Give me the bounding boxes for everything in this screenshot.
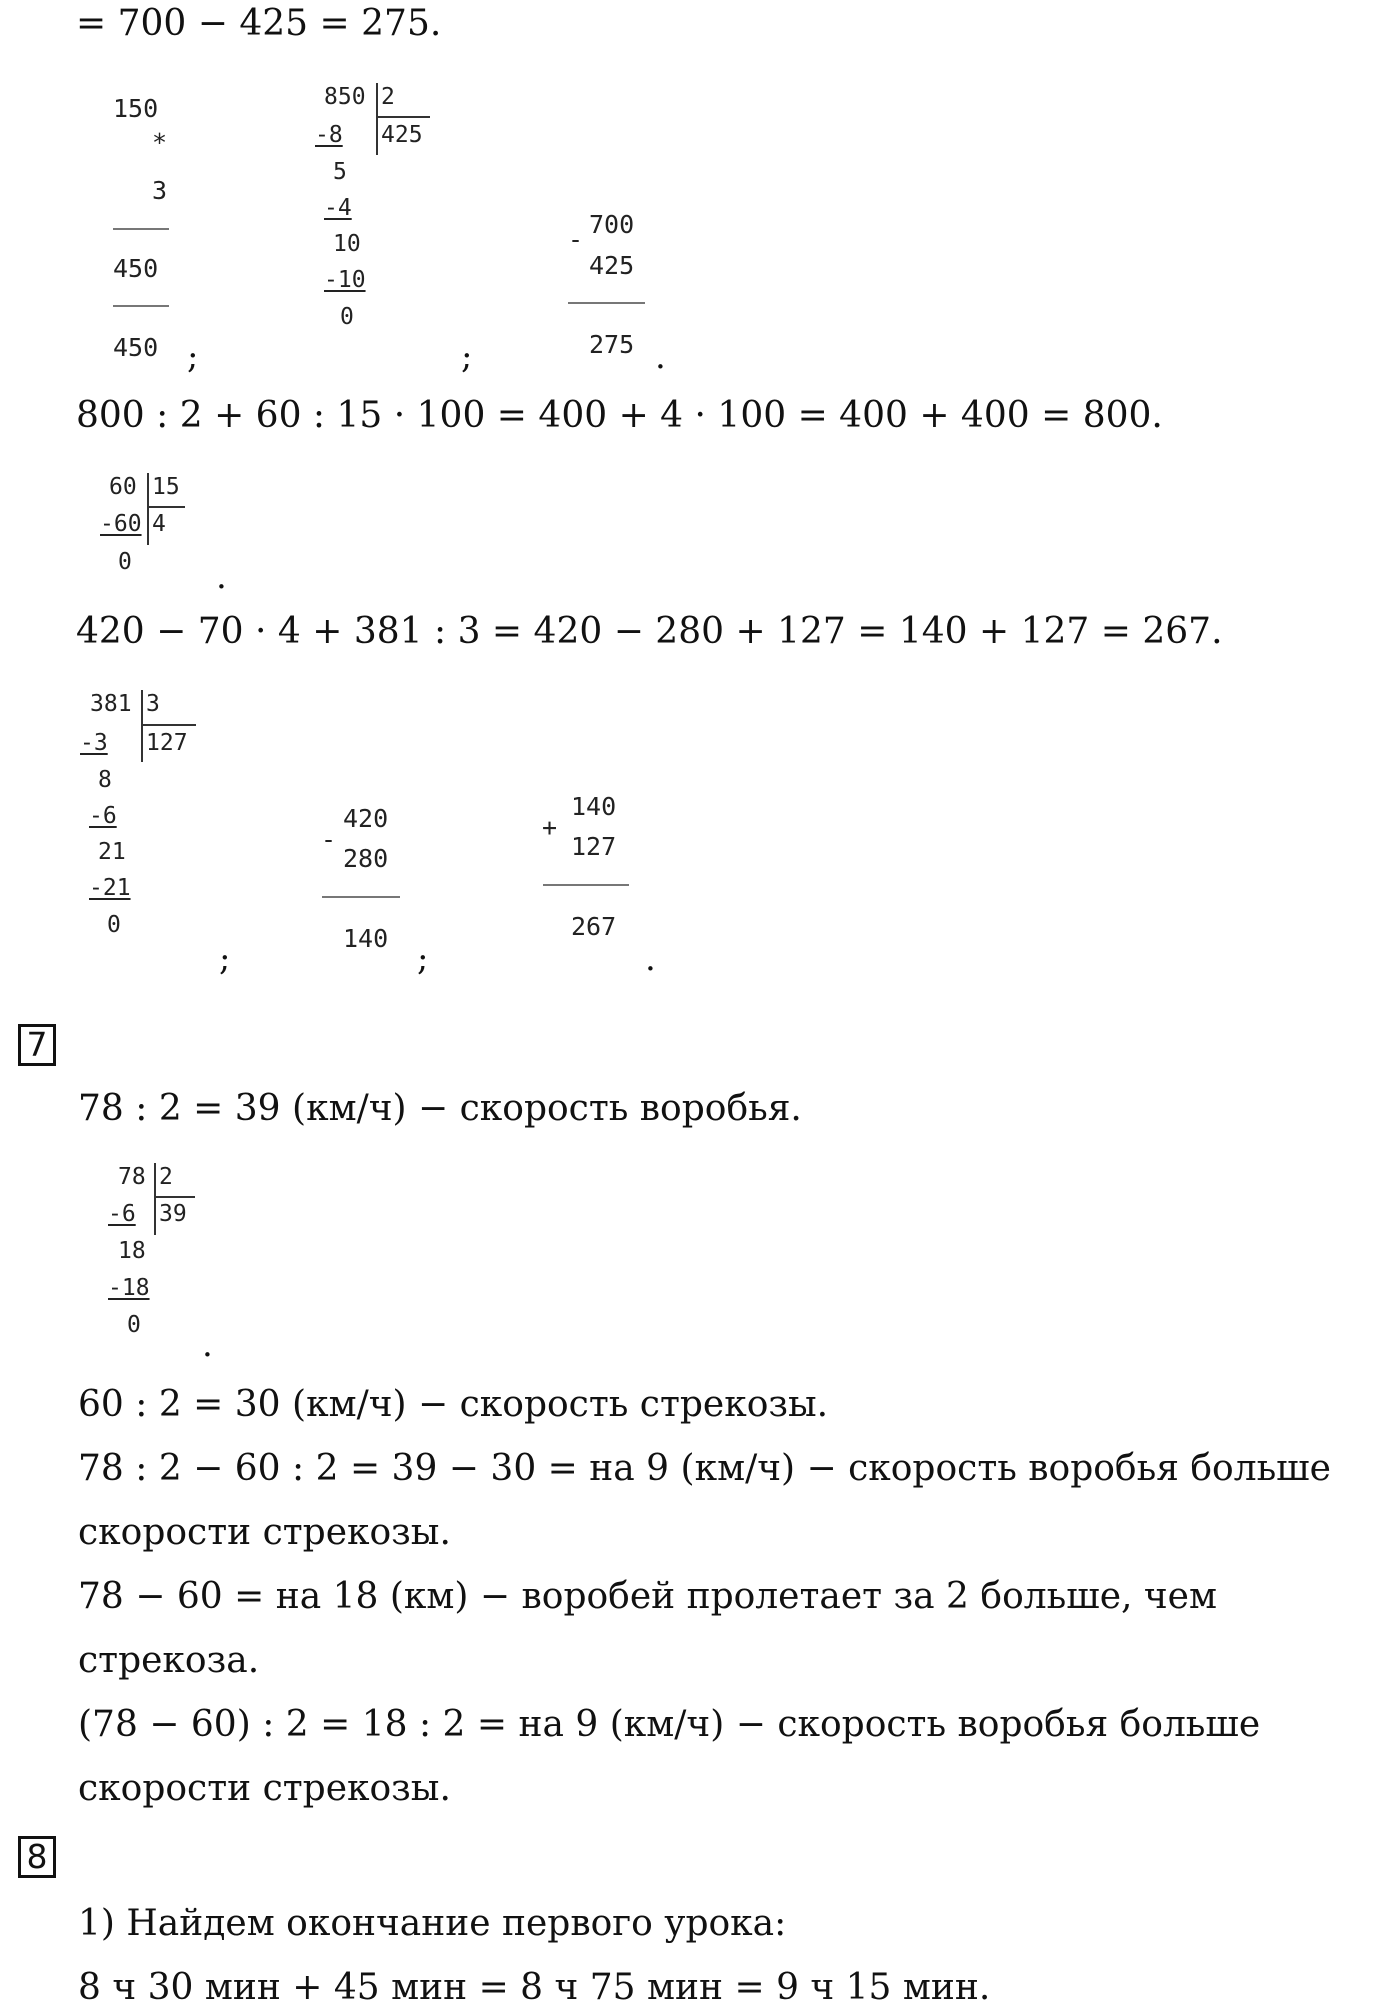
- calc-remainder: 0: [340, 304, 354, 330]
- calc-divisor: 2: [159, 1164, 173, 1190]
- solution-line: 78 − 60 = на 18 (км) − воробей пролетает за 2 больше, чем: [78, 1576, 1217, 1617]
- calc-dividend: 60: [109, 474, 137, 500]
- calc-number: 3: [152, 176, 168, 205]
- calc-result: 140: [343, 924, 389, 953]
- division-bracket: [141, 690, 143, 762]
- calc-remainder: 21: [98, 839, 126, 865]
- solution-line: скорости стрекозы.: [78, 1768, 451, 1809]
- calc-dividend: 78: [118, 1164, 146, 1190]
- division-bracket: [147, 473, 149, 545]
- solution-line: стрекоза.: [78, 1640, 260, 1681]
- calc-number: 127: [571, 832, 617, 861]
- calc-rule: [113, 228, 169, 230]
- calc-remainder: 0: [127, 1312, 141, 1338]
- solution-line: (78 − 60) : 2 = 18 : 2 = на 9 (км/ч) − скорость воробья больше: [78, 1704, 1261, 1745]
- calc-number: 700: [589, 210, 635, 239]
- division-bracket: [148, 506, 185, 508]
- calc-remainder: 18: [118, 1238, 146, 1264]
- calc-divisor: 3: [146, 691, 160, 717]
- calc-subtrahend: -21: [89, 875, 131, 901]
- calc-subtrahend: -4: [324, 195, 352, 221]
- solution-line-speed-dragonfly: 60 : 2 = 30 (км/ч) − скорость стрекозы.: [78, 1384, 829, 1425]
- calc-rule: [543, 884, 629, 886]
- calc-number: 280: [343, 844, 389, 873]
- calc-quotient: 39: [159, 1201, 187, 1227]
- period: .: [202, 1325, 213, 1365]
- calc-quotient: 425: [381, 122, 423, 148]
- solution-line: 8 ч 30 мин + 45 мин = 8 ч 75 мин = 9 ч 15 мин.: [78, 1967, 991, 2008]
- calc-remainder: 10: [333, 231, 361, 257]
- calc-subtrahend: -60: [100, 511, 142, 537]
- calc-number: 450: [113, 254, 159, 283]
- solution-line: 78 : 2 − 60 : 2 = 39 − 30 = на 9 (км/ч) − скорость воробья больше: [78, 1448, 1331, 1489]
- calc-subtrahend: -10: [324, 267, 366, 293]
- calc-subtrahend: -6: [89, 803, 117, 829]
- calc-remainder: 8: [98, 767, 112, 793]
- calc-quotient: 4: [152, 511, 166, 537]
- calc-number: 150: [113, 94, 159, 123]
- period: .: [655, 337, 666, 377]
- calc-subtrahend: -8: [315, 122, 343, 148]
- calc-divisor: 15: [152, 474, 180, 500]
- calc-dividend: 850: [324, 84, 366, 110]
- calc-remainder: 0: [118, 549, 132, 575]
- calc-number: 425: [589, 251, 635, 280]
- calc-result: 450: [113, 333, 159, 362]
- division-bracket: [154, 1163, 156, 1235]
- calc-remainder: 0: [107, 912, 121, 938]
- calc-subtrahend: -18: [108, 1275, 150, 1301]
- semicolon: ;: [417, 939, 429, 979]
- solution-step-1: 1) Найдем окончание первого урока:: [78, 1903, 787, 1944]
- calc-subtrahend: -3: [80, 730, 108, 756]
- division-bracket: [142, 724, 196, 726]
- equation-line-1: = 700 − 425 = 275.: [76, 3, 442, 44]
- plus-sign: +: [542, 813, 558, 842]
- calc-result: 275: [589, 330, 635, 359]
- minus-sign: -: [568, 225, 584, 254]
- division-bracket: [155, 1196, 195, 1198]
- calc-rule: [568, 302, 645, 304]
- calc-remainder: 5: [333, 159, 347, 185]
- calc-rule: [322, 896, 400, 898]
- task-number-box: 8: [18, 1836, 56, 1878]
- task-number-box: 7: [18, 1024, 56, 1066]
- calc-number: 140: [571, 792, 617, 821]
- minus-sign: -: [321, 825, 337, 854]
- equation-line-2: 800 : 2 + 60 : 15 · 100 = 400 + 4 · 100 = 400 + 400 = 800.: [76, 395, 1163, 436]
- division-bracket: [377, 116, 430, 118]
- division-bracket: [376, 83, 378, 155]
- semicolon: ;: [187, 337, 199, 377]
- calc-quotient: 127: [146, 730, 188, 756]
- multiply-sign: *: [152, 128, 168, 157]
- equation-line-3: 420 − 70 · 4 + 381 : 3 = 420 − 280 + 127 = 140 + 127 = 267.: [76, 611, 1223, 652]
- calc-result: 267: [571, 912, 617, 941]
- period: .: [216, 557, 227, 597]
- calc-divisor: 2: [381, 84, 395, 110]
- solution-line: скорости стрекозы.: [78, 1512, 451, 1553]
- calc-number: 420: [343, 804, 389, 833]
- solution-line-speed-sparrow: 78 : 2 = 39 (км/ч) − скорость воробья.: [78, 1088, 802, 1129]
- semicolon: ;: [219, 939, 231, 979]
- calc-rule: [113, 305, 169, 307]
- calc-dividend: 381: [90, 691, 132, 717]
- calc-subtrahend: -6: [108, 1201, 136, 1227]
- semicolon: ;: [461, 337, 473, 377]
- period: .: [645, 939, 656, 979]
